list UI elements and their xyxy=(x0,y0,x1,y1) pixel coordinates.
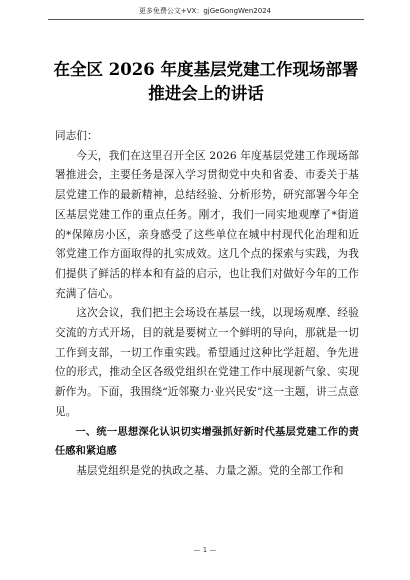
document-title xyxy=(40,58,372,106)
section-heading-1: 一、统一思想深化认识切实增强抓好新时代基层党建工作的责任感和紧迫感 xyxy=(55,426,359,458)
header-note: 更多免费公文+VX：gjGeGongWen2024 xyxy=(138,7,272,15)
paragraph-2: 这次会议，我们把主会场设在基层一线，以现场观摩、经验交流的方式开场，目的就是要树立一个鲜明的导向，那就是一切工作到支部，一切工作重实践。希望通过这种比学赶超、争先进位的形式，推动全区各级党组织在党建工作中展现新气象、实现新作为。下面，我围绕“近邻聚力·业兴民安”这一主题，讲三点意见。 xyxy=(55,307,359,418)
document-body xyxy=(55,127,359,482)
title-line-2: 推进会上的讲话 xyxy=(148,84,264,103)
page-number: — 1 — xyxy=(193,546,217,554)
title-line-1: 在全区 2026 年度基层党建工作现场部署 xyxy=(53,60,359,79)
salutation: 同志们： xyxy=(55,130,98,142)
paragraph-1: 今天，我们在这里召开全区 2026 年度基层党建工作现场部署推进会，主要任务是深入学习贯彻党中央和省委、市委关于基层党建工作的最新精神，总结经验、分析形势，研究部署今年全区基层党建工作的重点任务。刚才，我们一同实地观摩了*街道的*保障房小区，亲身感受了这些单位在城中村现代化治理和近邻党建工作方面取得的扎实成效。这几个点的探索与实践，为我们提供了鲜活的样本和有益的启示，也让我们对做好今年的工作充满了信心。 xyxy=(55,149,359,300)
paragraph-3: 基层党组织是党的执政之基、力量之源。党的全部工作和 xyxy=(76,464,344,477)
header-divider xyxy=(48,19,364,20)
